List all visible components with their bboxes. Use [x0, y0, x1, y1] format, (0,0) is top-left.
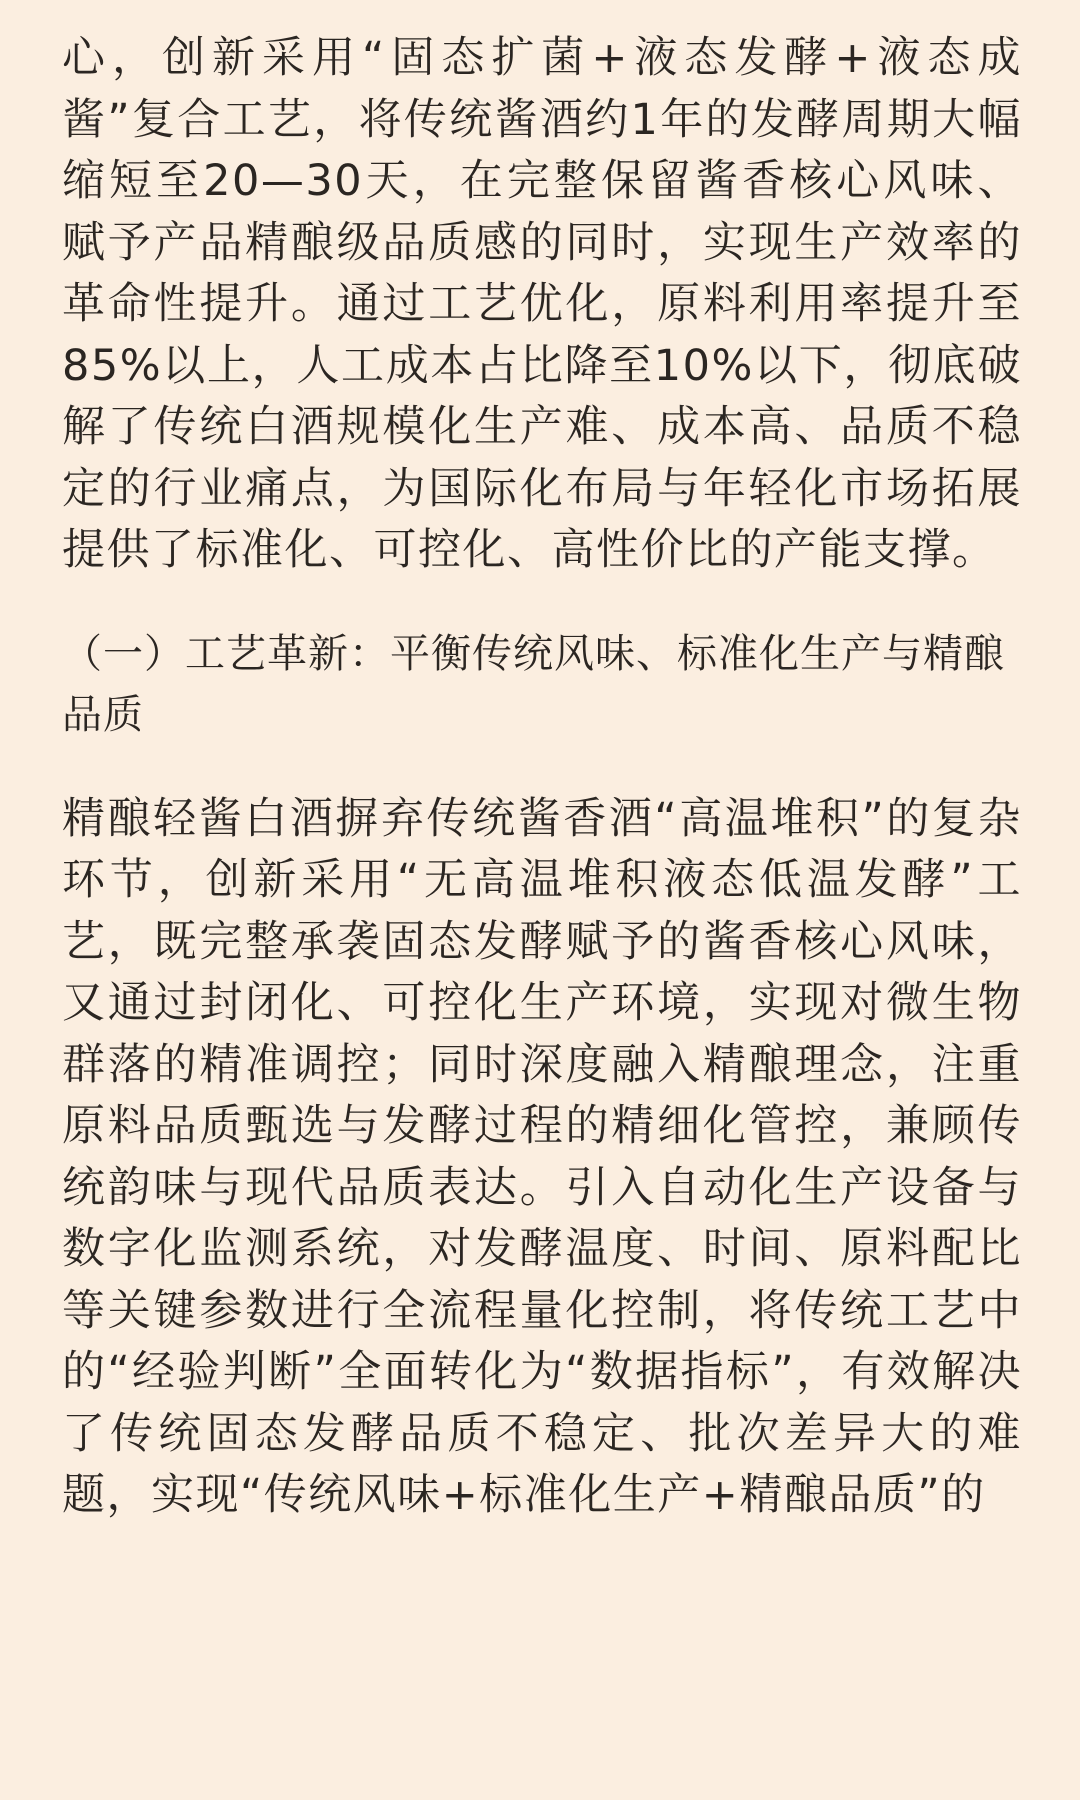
paragraph-spacer [62, 582, 1022, 624]
section-heading: （一）工艺革新：平衡传统风味、标准化生产与精酿品质 [62, 630, 1005, 738]
article-paragraph: 精酿轻酱白酒摒弃传统酱香酒“高温堆积”的复杂环节，创新采用“无高温堆积液态低温发酵”工艺，既完整承袭固态发酵赋予的酱香核心风味，又通过封闭化、可控化生产环境，实现对微生物群落的精准调控；同时深度融入精酿理念，注重原料品质甄选与发酵过程的精细化管控，兼顾传统韵味与现代品质表达。引入自动化生产设备与数字化监测系统，对发酵温度、时间、原料配比等关键参数进行全流程量化控制，将传统工艺中的“经验判断”全面转化为“数据指标”，有效解决了传统固态发酵品质不稳定、批次差异大的难题，实现“传统风味+标准化生产+精酿品质”的 [62, 793, 1022, 1520]
article-body [62, 28, 1022, 1527]
article-paragraph: 心，创新采用“固态扩菌+液态发酵+液态成酱”复合工艺，将传统酱酒约1年的发酵周期大幅缩短至20—30天，在完整保留酱香核心风味、赋予产品精酿级品质感的同时，实现生产效率的革命性提升。通过工艺优化，原料利用率提升至85%以上，人工成本占比降至10%以下，彻底破解了传统白酒规模化生产难、成本高、品质不稳定的行业痛点，为国际化布局与年轻化市场拓展提供了标准化、可控化、高性价比的产能支撑。 [62, 33, 1022, 575]
paragraph-spacer [62, 747, 1022, 789]
